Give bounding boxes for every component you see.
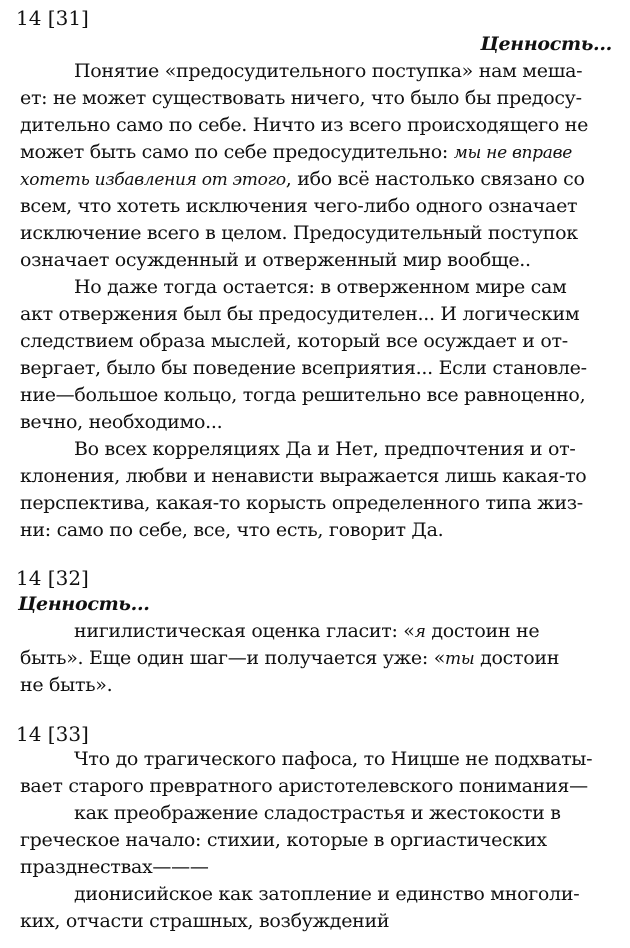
text-line: означает осужденный и отверженный мир вообще.. bbox=[20, 249, 531, 271]
text-line: празднествах——— bbox=[20, 856, 209, 878]
text-line: ет: не может существовать ничего, что было бы предосу- bbox=[20, 87, 582, 109]
text-line: Но даже тогда остается: в отверженном мире сам bbox=[74, 276, 567, 298]
section-number: 14 [31] bbox=[16, 6, 89, 30]
text-run: может быть само по себе предосудительно: bbox=[20, 141, 454, 163]
text-line: ких, отчасти страшных, возбуждений bbox=[20, 910, 390, 932]
text-line bbox=[74, 617, 539, 647]
section-heading: Ценность... bbox=[480, 33, 612, 55]
text-line: греческое начало: стихии, которые в оргиастических bbox=[20, 829, 547, 851]
italic-run: мы не вправе bbox=[453, 143, 572, 163]
italic-run: я bbox=[414, 622, 426, 642]
text-line: вергает, было бы поведение всеприятия... Если становле- bbox=[20, 357, 587, 379]
text-line: Во всех корреляциях Да и Нет, предпочтения и от- bbox=[74, 438, 576, 460]
text-line: перспектива, какая-то корысть определенного типа жиз- bbox=[20, 492, 583, 514]
text-run: достоин не bbox=[425, 620, 540, 642]
text-line: ни: само по себе, все, что есть, говорит Да. bbox=[20, 519, 444, 541]
text-line: не быть». bbox=[20, 674, 113, 696]
text-line: клонения, любви и ненависти выражается лишь какая-то bbox=[20, 465, 587, 487]
text-run: нигилистическая оценка гласит: « bbox=[74, 620, 415, 642]
text-run: достоин bbox=[474, 647, 560, 669]
italic-run: хотеть избавления от этого bbox=[20, 170, 286, 190]
text-line: как преображение сладострастья и жестокости в bbox=[74, 802, 561, 824]
text-line: акт отвержения был бы предосудителен... И логическим bbox=[20, 303, 580, 325]
italic-run: ты bbox=[445, 649, 475, 669]
text-line: ние—большое кольцо, тогда решительно все равноценно, bbox=[20, 384, 586, 406]
text-line bbox=[20, 165, 585, 195]
text-line: следствием образа мыслей, который все осуждает и от- bbox=[20, 330, 568, 352]
text-line: вечно, необходимо... bbox=[20, 411, 223, 433]
text-line: исключение всего в целом. Предосудительный поступок bbox=[20, 222, 578, 244]
text-line: вает старого превратного аристотелевского понимания— bbox=[20, 775, 588, 797]
section-heading: Ценность... bbox=[18, 593, 150, 615]
text-line: Что до трагического пафоса, то Ницше не подхваты- bbox=[74, 748, 593, 770]
text-line: всем, что хотеть исключения чего-либо одного означает bbox=[20, 195, 578, 217]
text-run: быть». Еще один шаг—и получается уже: « bbox=[20, 647, 446, 669]
section-number: 14 [33] bbox=[16, 722, 89, 746]
section-number: 14 [32] bbox=[16, 566, 89, 590]
text-line bbox=[20, 644, 559, 674]
text-line: дионисийское как затопление и единство многоли- bbox=[74, 883, 580, 905]
text-line: Понятие «предосудительного поступка» нам меша- bbox=[74, 60, 583, 82]
text-run: , ибо всё настолько связано со bbox=[285, 168, 585, 190]
text-line bbox=[20, 138, 572, 168]
text-line: дительно само по себе. Ничто из всего происходящего не bbox=[20, 114, 589, 136]
